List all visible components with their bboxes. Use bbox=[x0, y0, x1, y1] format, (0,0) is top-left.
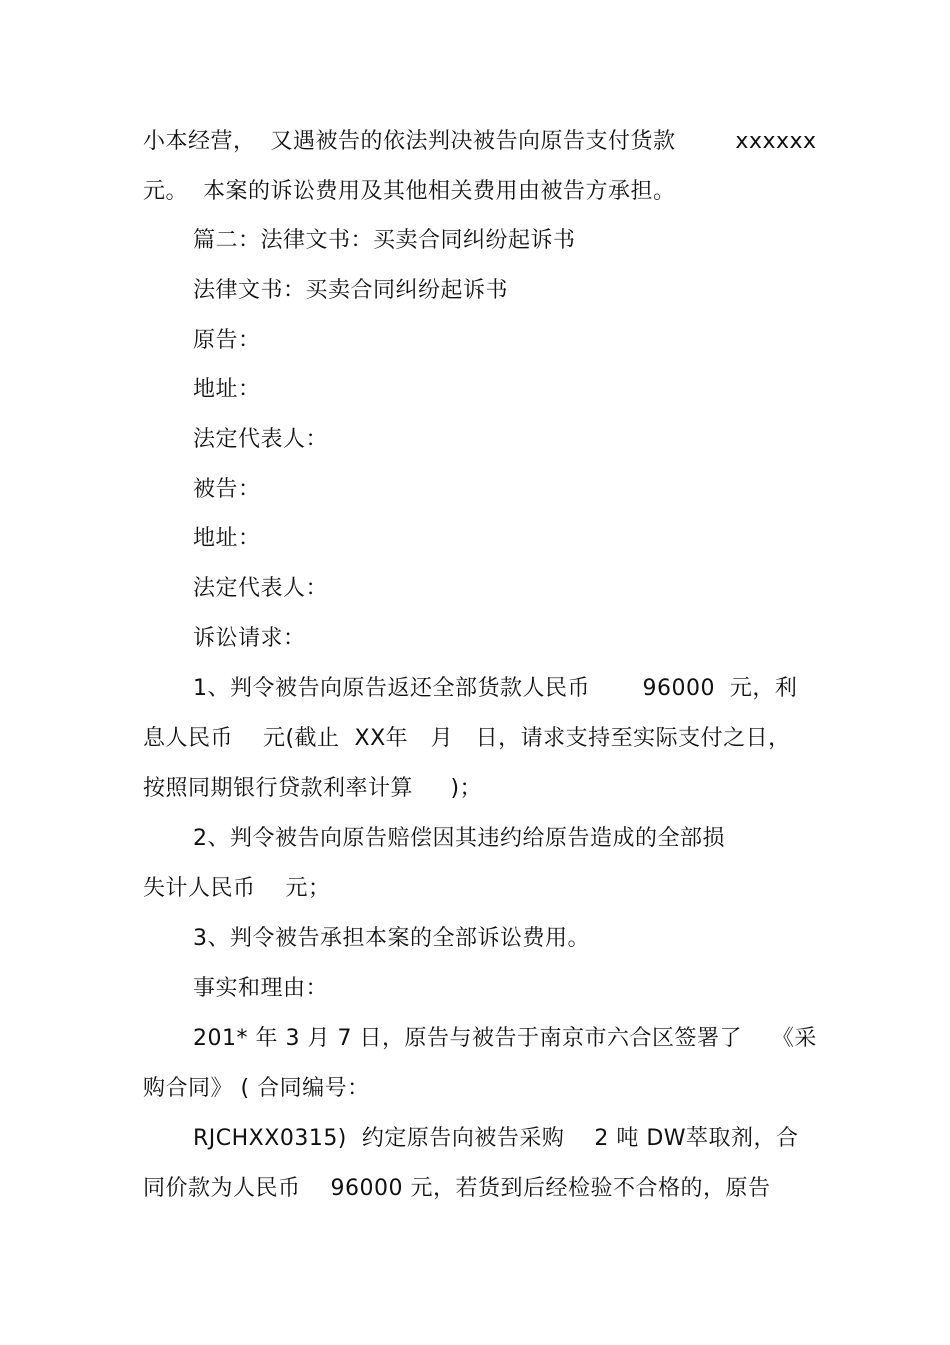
facts-paragraph-line: RJCHXX0315) 约定原告向被告采购 2 吨 DW萃取剂，合 bbox=[193, 1126, 799, 1151]
document-title: 法律文书：买卖合同纠纷起诉书 bbox=[193, 278, 509, 303]
section-heading: 篇二：法律文书：买卖合同纠纷起诉书 bbox=[193, 228, 576, 253]
address-label: 地址： bbox=[193, 526, 261, 551]
defendant-label: 被告： bbox=[193, 477, 261, 502]
facts-heading: 事实和理由： bbox=[193, 976, 329, 1001]
claim-2-line: 2、判令被告向原告赔偿因其违约给原告造成的全部损 bbox=[193, 826, 725, 851]
address-label: 地址： bbox=[193, 377, 261, 402]
claims-heading: 诉讼请求： bbox=[193, 626, 306, 651]
legal-representative-label: 法定代表人： bbox=[193, 427, 329, 452]
claim-2-line: 失计人民币 元； bbox=[143, 876, 331, 901]
claim-1-line: 1、判令被告向原告返还全部货款人民币 96000 元，利 bbox=[193, 676, 798, 701]
claim-3-line: 3、判令被告承担本案的全部诉讼费用。 bbox=[193, 926, 590, 951]
plaintiff-label: 原告： bbox=[193, 328, 261, 353]
claim-1-line: 按照同期银行贷款利率计算 )； bbox=[143, 776, 483, 801]
legal-representative-label: 法定代表人： bbox=[193, 576, 329, 601]
facts-paragraph-line: 同价款为人民币 96000 元，若货到后经检验不合格的，原告 bbox=[143, 1176, 771, 1201]
text-line: 小本经营， 又遇被告的依法判决被告向原告支付货款 xxxxxx bbox=[143, 129, 817, 154]
facts-paragraph-line: 201* 年 3 月 7 日，原告与被告于南京市六合区签署了 《采 bbox=[193, 1026, 817, 1051]
claim-1-line: 息人民币 元(截止 XX年 月 日，请求支持至实际支付之日， bbox=[143, 726, 791, 751]
text-line: 元。 本案的诉讼费用及其他相关费用由被告方承担。 bbox=[143, 179, 676, 204]
facts-paragraph-line: 购合同》 ( 合同编号： bbox=[143, 1076, 370, 1101]
